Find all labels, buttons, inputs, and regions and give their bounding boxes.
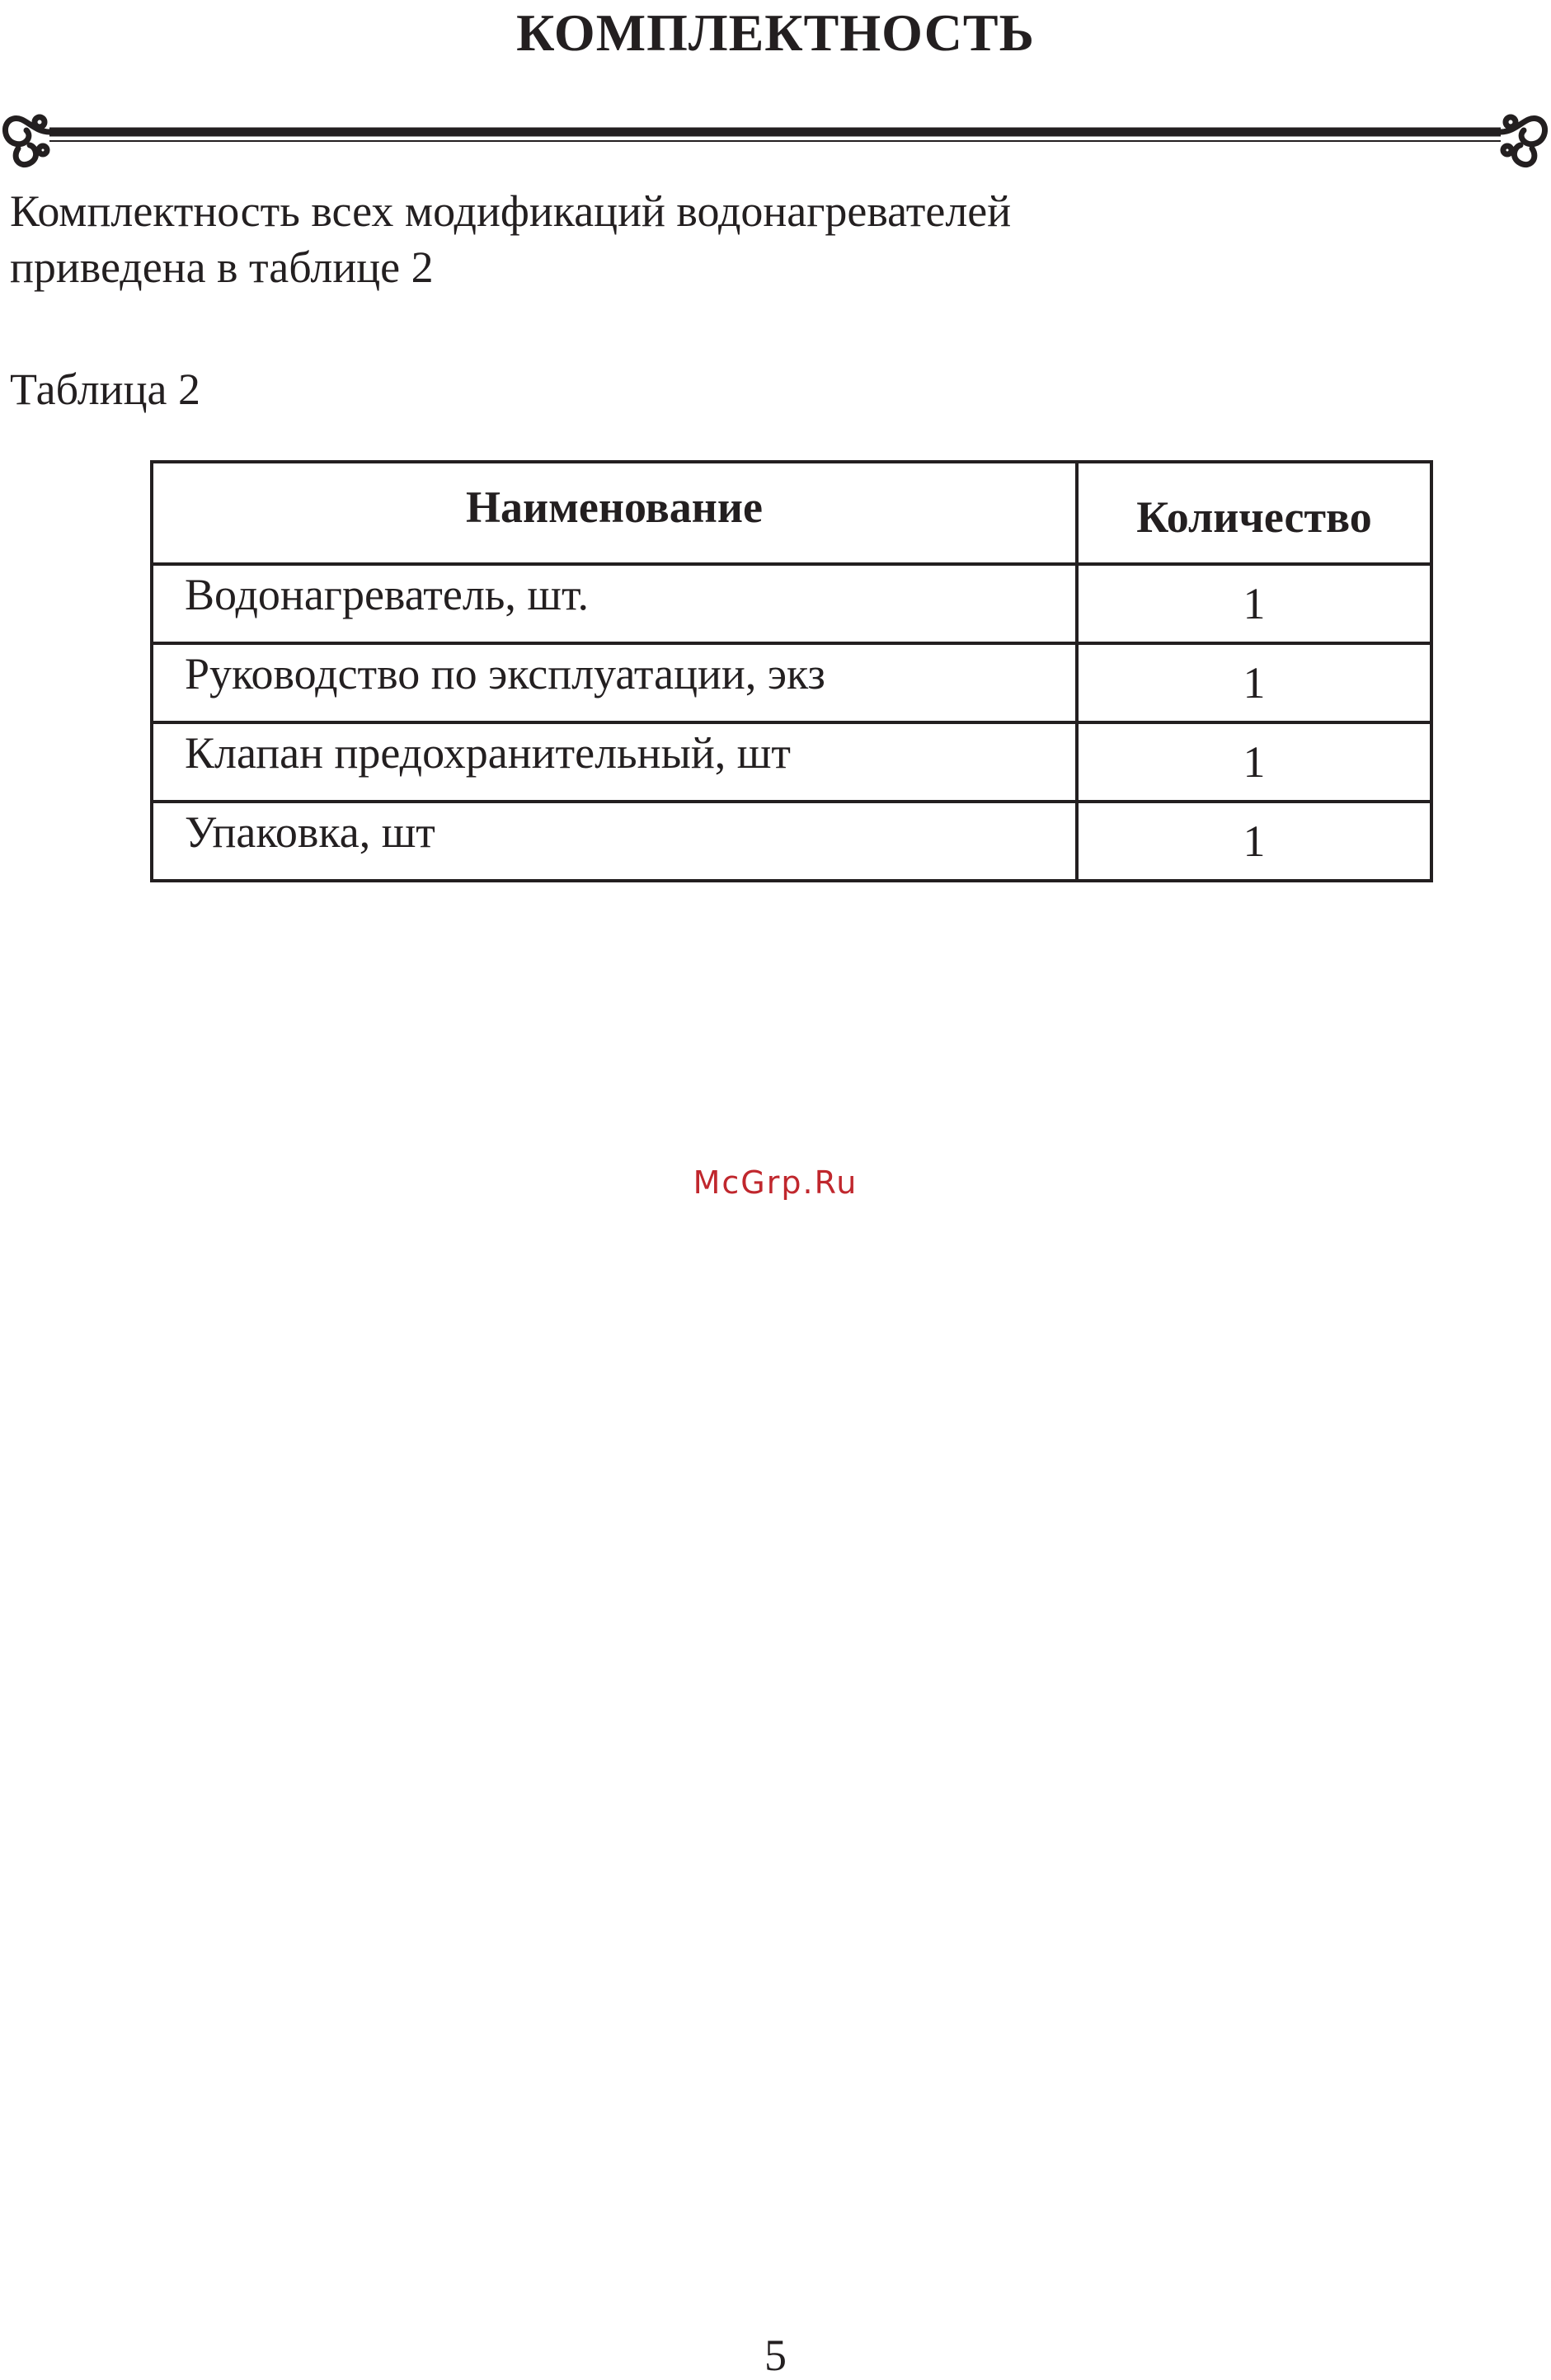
intro-paragraph bbox=[10, 183, 1011, 295]
page-title: КОМПЛЕКТНОСТЬ bbox=[516, 3, 1035, 62]
item-quantity: 1 bbox=[1077, 564, 1431, 643]
item-quantity: 1 bbox=[1077, 802, 1431, 881]
table-header-row bbox=[152, 462, 1431, 564]
ornament-left-icon bbox=[5, 117, 49, 165]
item-quantity: 1 bbox=[1077, 643, 1431, 722]
kit-table bbox=[150, 460, 1433, 882]
header-name: Наименование bbox=[152, 462, 1077, 564]
intro-line-1: Комплектность всех модификаций водонагревателей bbox=[10, 186, 1012, 236]
table-caption: Таблица 2 bbox=[10, 365, 200, 414]
item-name: Клапан предохранительный, шт bbox=[152, 722, 1077, 802]
item-name: Руководство по эксплуатации, экз bbox=[152, 643, 1077, 722]
ornament-right-icon bbox=[1501, 117, 1545, 165]
decorative-rule bbox=[0, 97, 1551, 172]
watermark-text: McGrp.Ru bbox=[693, 1164, 858, 1201]
item-name: Упаковка, шт bbox=[152, 802, 1077, 881]
header-quantity: Количество bbox=[1077, 462, 1431, 564]
table-row bbox=[152, 643, 1431, 722]
item-quantity: 1 bbox=[1077, 722, 1431, 802]
item-name: Водонагреватель, шт. bbox=[152, 564, 1077, 643]
intro-line-2: приведена в таблице 2 bbox=[10, 242, 434, 292]
page-number: 5 bbox=[764, 2331, 787, 2380]
table-row bbox=[152, 564, 1431, 643]
table-row bbox=[152, 722, 1431, 802]
table-row bbox=[152, 802, 1431, 881]
